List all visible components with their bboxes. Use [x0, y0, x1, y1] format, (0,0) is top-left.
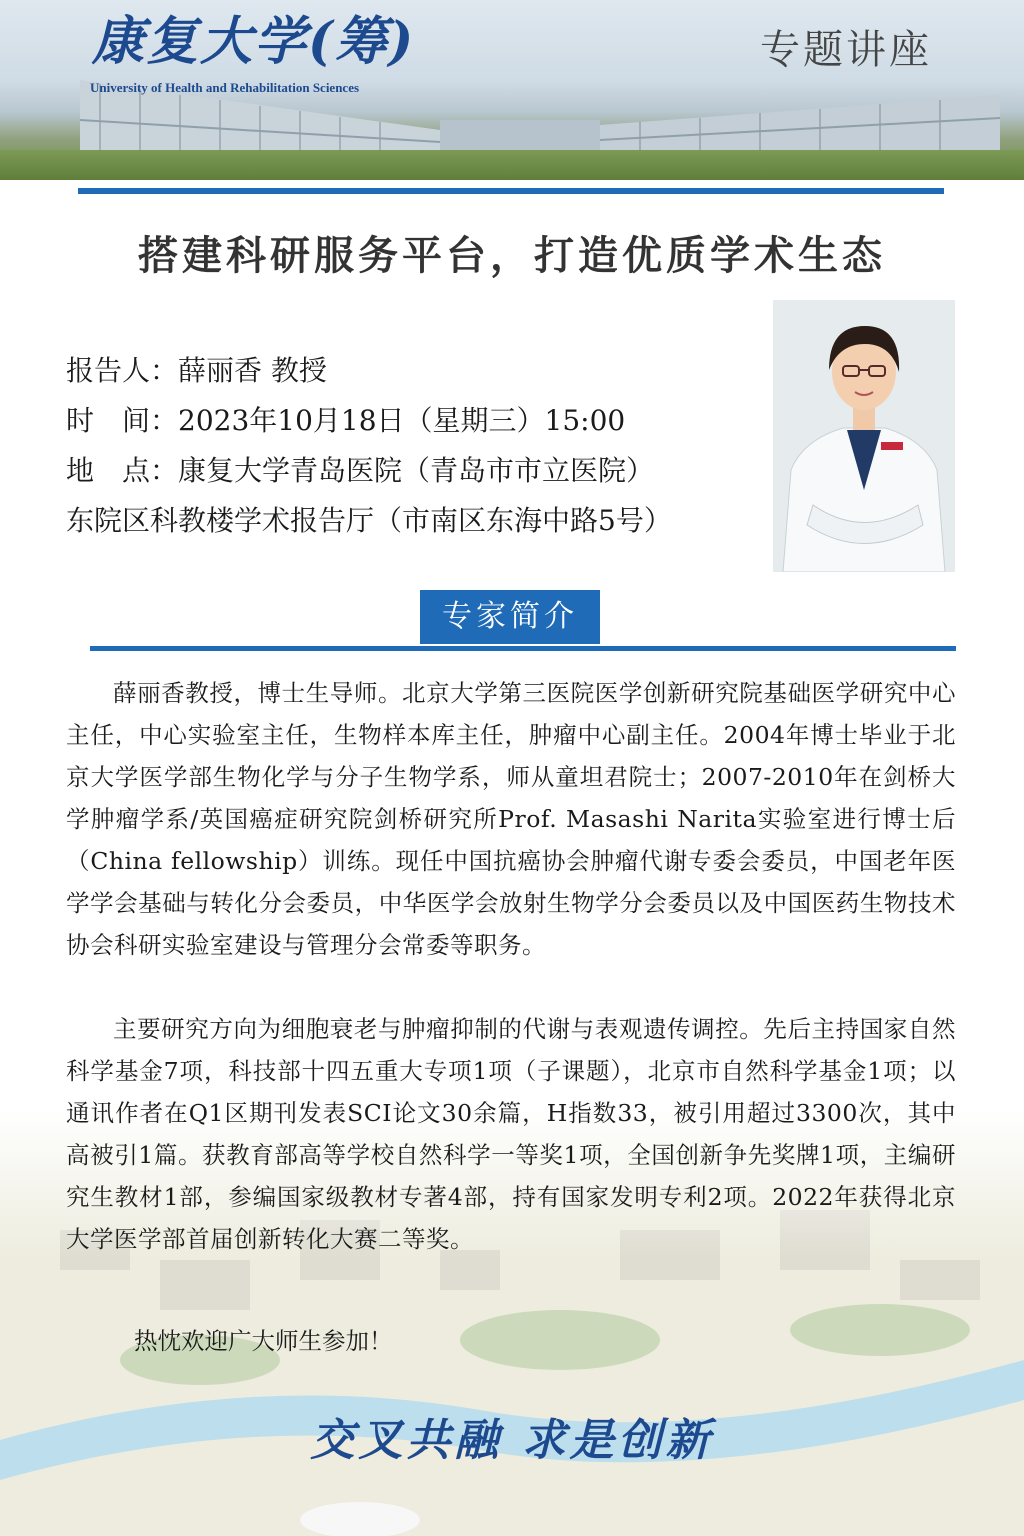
lawn — [0, 150, 1024, 180]
lecture-info — [66, 346, 766, 546]
time-label: 时 间： — [66, 404, 179, 437]
expert-biography — [66, 672, 956, 1260]
place-value-2: 东院区科教楼学术报告厅（市南区东海中路5号） — [66, 504, 672, 537]
speaker-portrait — [773, 300, 955, 572]
university-logo-english: University of Health and Rehabilitation Sciences — [90, 80, 360, 95]
lecture-title: 搭建科研服务平台，打造优质学术生态 — [138, 232, 886, 279]
time-value: 2023年10月18日（星期三）15:00 — [178, 404, 626, 437]
place-label: 地 点： — [66, 454, 179, 487]
series-title: 专题讲座 — [760, 27, 932, 73]
university-motto: 交叉共融 求是创新 — [310, 1415, 714, 1466]
speaker-row — [66, 346, 766, 396]
university-logo-text: 康复大学(筹) — [92, 11, 416, 72]
welcome-note: 热忱欢迎广大师生参加！ — [134, 1327, 393, 1355]
time-row — [66, 396, 766, 446]
divider-top — [78, 188, 944, 194]
portrait-illustration — [773, 300, 955, 572]
place-value: 康复大学青岛医院（青岛市市立医院） — [178, 454, 655, 487]
bio-paragraph-2: 主要研究方向为细胞衰老与肿瘤抑制的代谢与表观遗传调控。先后主持国家自然科学基金7项，科技部十四五重大专项1项（子课题），北京市自然科学基金1项；以通讯作者在Q1区期刊发表SCI论文30余篇，H指数33，被引用超过3300次，其中高被引1篇。获教育部高等学校自然科学一等奖1项，全国创新争先奖牌1项，主编研究生教材1部，参编国家级教材专著4部，持有国家发明专利2项。2022年获得北京大学医学部首届创新转化大赛二等奖。 — [66, 1015, 956, 1253]
speaker-label: 报告人： — [66, 354, 179, 387]
divider-mid — [90, 646, 956, 651]
place-row-2 — [66, 496, 766, 546]
section-heading-expert-intro: 专家简介 — [420, 590, 600, 644]
speaker-name: 薛丽香 教授 — [178, 354, 327, 387]
bio-paragraph-1: 薛丽香教授，博士生导师。北京大学第三医院医学创新研究院基础医学研究中心主任，中心实验室主任，生物样本库主任，肿瘤中心副主任。2004年博士毕业于北京大学医学部生物化学与分子生物学系，师从童坦君院士；2007-2010年在剑桥大学肿瘤学系/英国癌症研究院剑桥研究所Prof. Masashi Narita实验室进行博士后（China fellowship）训练。现任中国抗癌协会肿瘤代谢专委会委员，中国老年医学学会基础与转化分会委员，中华医学会放射生物学分会委员以及中国医药生物技术协会科研实验室建设与管理分会常委等职务。 — [66, 679, 956, 959]
place-row — [66, 446, 766, 496]
